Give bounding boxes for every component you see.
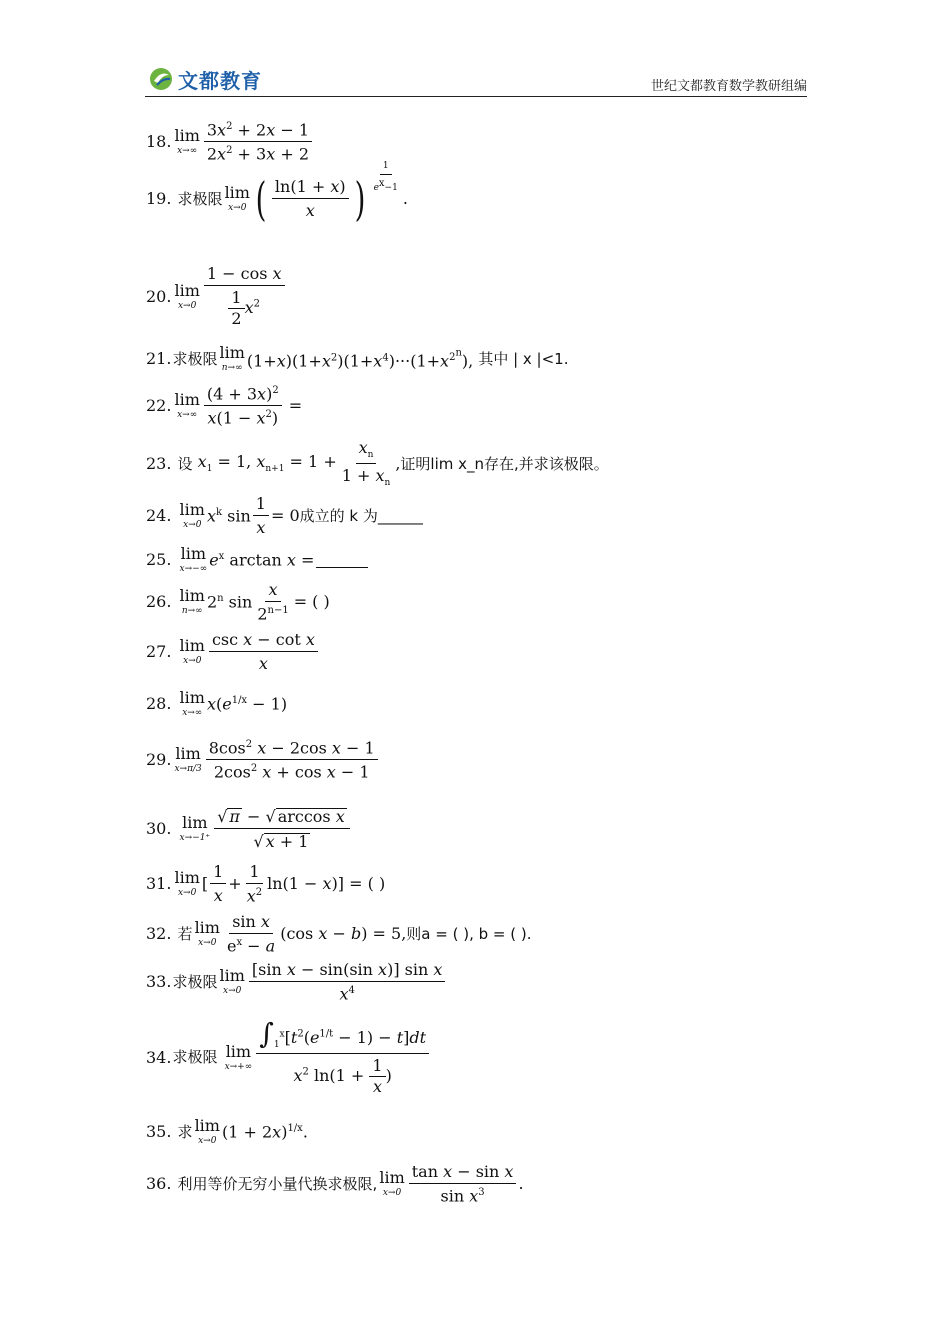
problem-36: 36. 利用等价无穷小量代换求极限, lim x→0 $\frac{\text{tan x − sin x}}{\sin x^3}$ . — [146, 1162, 524, 1206]
problem-33: 33. 求极限 lim x→0 $\frac{\text{[sin x − sin(sin x)] sin x}}{x^4}$ — [146, 962, 447, 1002]
problem-22: 22. lim x→∞ $\frac{(4 + 3x)^2}{x(1 - x^2)}$ = — [146, 384, 303, 428]
problem-30: 30. lim x→−1⁺ $\frac{\text{√ π − √ arccos x}}{√ x + 1}$ — [146, 808, 352, 850]
problem-29: 29. lim x→π/3 $\frac{8\cos^2 x - 2\cos x - 1}{2\cos^2 x + \cos x - 1}$ — [146, 740, 380, 781]
problem-25: 25. lim x→−∞ $e^x$ arctan x = — [146, 546, 368, 574]
problem-23: 23. 设 $x_1 = 1$, $x_{n+1} = 1$ + $\frac{x_n}{1 + x_n}$ , 证明lim x_n存在,并求该极限。 — [146, 438, 609, 489]
logo-text: 文都教育 — [178, 68, 262, 93]
problem-26: 26. lim n→∞ 2$^n$ sin $\frac{x}{2^{n-1}}$ = ( ) — [146, 580, 330, 624]
problem-31: 31. lim x→0 [ $\frac{1}{x}$ + $\frac{1}{x^2}$ ln(1 − x)] = ( ) — [146, 862, 386, 906]
problem-18: 18. lim x→∞ $\frac{3x^2 + 2x - 1}{2x^2 + 3x + 2}$ — [146, 122, 314, 163]
problem-19: 19. 求极限 lim x→0 ( $\frac{\ln(1 + x)}{x}$ ) $\frac{1}{e^x-1}$ . — [146, 160, 408, 226]
problem-35: 35. 求 lim x→0 $(1 + 2x)^{1/x}$. — [146, 1116, 308, 1146]
problem-28: 28. lim x→∞ $x(e^{1/x} - 1)$ — [146, 688, 288, 718]
brand-logo — [148, 64, 262, 94]
header-subtitle: 世纪文都教育数学教研组编 — [650, 79, 807, 94]
problem-34: 34. 求极限 lim x→+∞ $\int_1^x[t^2(e^{1/t} - 1) - t]dt$ $x^2$ ln(1 + $\frac{1}{x}$ ) — [146, 1020, 431, 1095]
problem-27: 27. lim x→0 $\frac{\text{csc x − cot x}}{x}$ — [146, 632, 320, 672]
logo-icon — [148, 66, 174, 92]
problem-24: 24. lim x→0 $x^k$ sin $\frac{1}{x}$ = 0 成立的 k 为______ — [146, 494, 423, 537]
page-header — [145, 62, 807, 97]
problem-32: 32. 若 lim x→0 $\frac{\text{sin x}}{e^x - a}$ (cos x − b) = 5, 则a = ( ), b = ( ). — [146, 912, 532, 956]
problem-20: 20. lim x→0 1 − cos x $\frac{1}{2}$ $x^2$ — [146, 266, 287, 327]
problem-21: 21. 求极限 lim n→∞ $(1+x)(1+x^2)(1+x^4)\cdot\cdot\cdot(1+x^{2^n})$, 其中 | x |<1. — [146, 343, 569, 373]
